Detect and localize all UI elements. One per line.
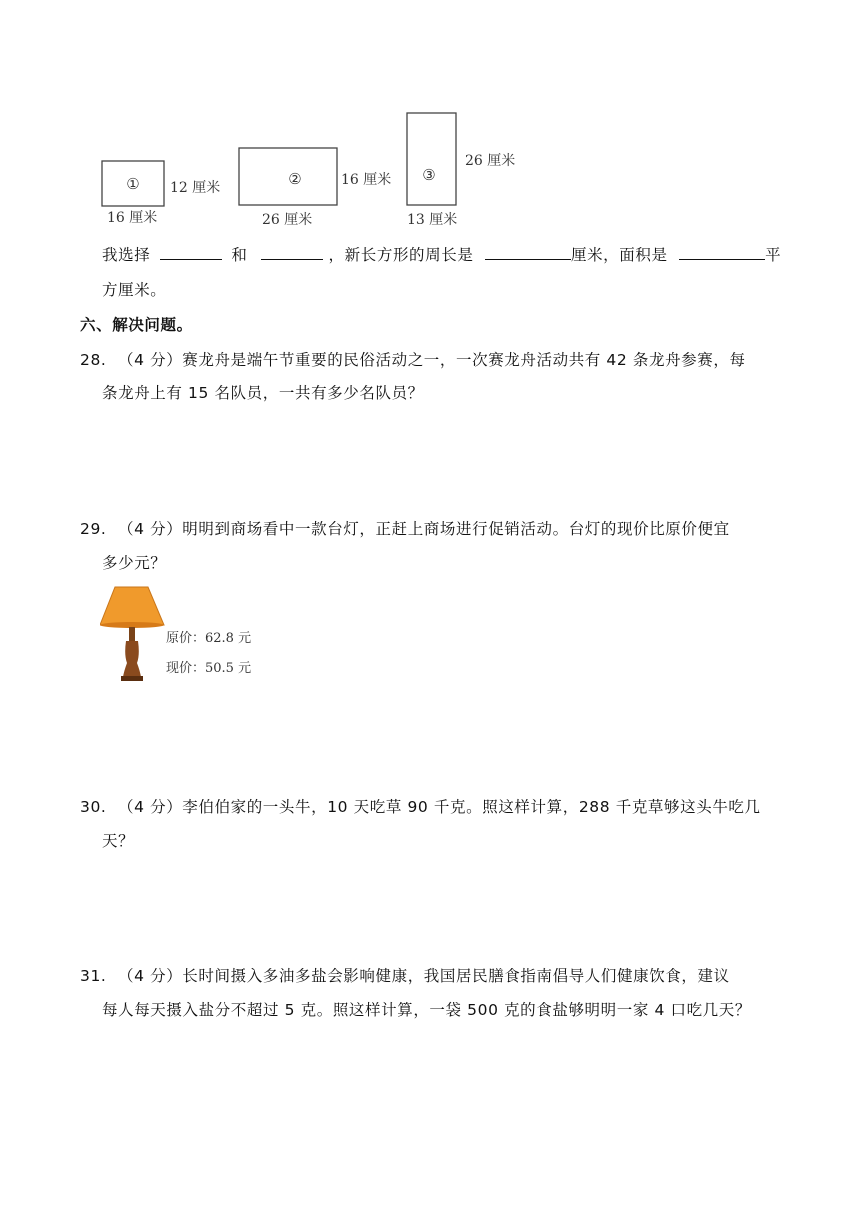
- rectangle-1-number: ①: [126, 175, 140, 193]
- question-30-line-1: （4 分）李伯伯家的一头牛，10 天吃草 90 千克。照这样计算，288 千克草够这头牛吃几: [118, 798, 761, 816]
- question-31-line-1: （4 分）长时间摄入多油多盐会影响健康，我国居民膳食指南倡导人们健康饮食，建议: [118, 967, 730, 985]
- question-29-number: 29.: [80, 520, 107, 538]
- question-31-line-2: 每人每天摄入盐分不超过 5 克。照这样计算，一袋 500 克的食盐够明明一家 4 口吃几天？: [102, 1001, 751, 1019]
- rectangle-3-width-label: 13 厘米: [407, 212, 458, 228]
- rectangle-2-height-label: 16 厘米: [341, 172, 392, 188]
- lamp-figure: [100, 585, 265, 683]
- choice-area-label: 厘米，面积是: [570, 246, 668, 264]
- choice-unit-start: 平: [765, 246, 782, 264]
- choice-line-2: 方厘米。: [102, 281, 167, 299]
- question-30-number: 30.: [80, 798, 107, 816]
- question-28-number: 28.: [80, 351, 107, 369]
- rectangle-2-number: ②: [288, 170, 302, 188]
- rectangle-2-width-label: 26 厘米: [262, 212, 313, 228]
- rectangle-1-width-label: 16 厘米: [107, 210, 158, 226]
- choice-line-1: [102, 245, 781, 265]
- section-title: 六、解决问题。: [80, 316, 193, 334]
- question-28-line-1: （4 分）赛龙舟是端午节重要的民俗活动之一，一次赛龙舟活动共有 42 条龙舟参赛，每: [118, 351, 746, 369]
- question-29-line-1: （4 分）明明到商场看中一款台灯，正赶上商场进行促销活动。台灯的现价比原价便宜: [118, 520, 730, 538]
- lamp-icon: [100, 585, 166, 683]
- choice-prefix: 我选择: [102, 246, 151, 264]
- question-31-number: 31.: [80, 967, 107, 985]
- choice-blank-2[interactable]: [261, 245, 323, 260]
- original-price-label: 原价：62.8 元: [166, 631, 252, 646]
- choice-perimeter-label: ，新长方形的周长是: [328, 246, 474, 264]
- current-price-label: 现价：50.5 元: [166, 661, 252, 676]
- rectangles-figure: [95, 108, 525, 233]
- rectangle-1-height-label: 12 厘米: [170, 180, 221, 196]
- rectangle-3-number: ③: [422, 166, 436, 184]
- question-30-line-2: 天？: [102, 832, 135, 850]
- question-28-line-2: 条龙舟上有 15 名队员，一共有多少名队员？: [102, 384, 424, 402]
- rectangle-3-height-label: 26 厘米: [465, 153, 516, 169]
- area-blank[interactable]: [679, 245, 765, 260]
- perimeter-blank[interactable]: [485, 245, 571, 260]
- rectangle-3: [407, 113, 456, 205]
- choice-blank-1[interactable]: [160, 245, 222, 260]
- choice-and: 和: [231, 246, 248, 264]
- question-29-line-2: 多少元？: [102, 554, 167, 572]
